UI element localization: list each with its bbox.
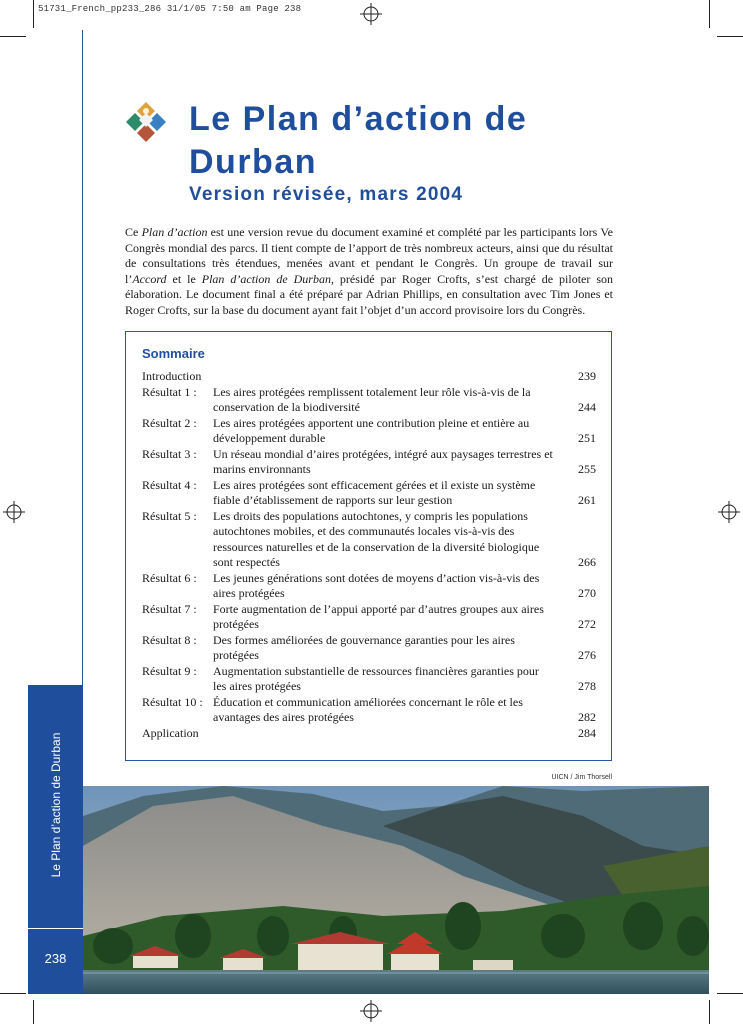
margin-rule [82, 30, 83, 685]
toc-entry: Résultat 9 : Augmentation substantielle de ressources financières garanties pour les aires protégées 278 [142, 663, 596, 693]
toc-page-number: 244 [578, 400, 596, 414]
registration-mark-icon [718, 501, 740, 523]
toc-entry: Résultat 10 : Éducation et communication améliorées concernant le rôle et les avantages des aires protégées 282 [142, 694, 596, 724]
crop-mark [717, 993, 743, 994]
toc-prefix: Résultat 10 : [142, 694, 203, 709]
toc-page-number: 270 [578, 586, 596, 600]
toc-prefix: Résultat 6 : [142, 570, 197, 585]
toc-heading: Sommaire [142, 346, 205, 361]
registration-mark-icon [3, 501, 25, 523]
crop-mark [709, 1000, 710, 1024]
crop-mark [33, 1000, 34, 1024]
toc-page-number: 276 [578, 648, 596, 662]
toc-prefix: Résultat 7 : [142, 601, 197, 616]
crop-mark [0, 993, 26, 994]
toc-prefix: Résultat 1 : [142, 384, 197, 399]
toc-page-number: 284 [578, 725, 596, 740]
toc-page-number: 255 [578, 462, 596, 476]
toc-entry: Introduction 239 [142, 369, 596, 383]
page-title: Le Plan d’action de Durban [189, 100, 528, 181]
toc-prefix: Résultat 2 : [142, 415, 197, 430]
table-of-contents [125, 331, 612, 761]
toc-entry: Résultat 1 : Les aires protégées remplissent totalement leur rôle vis-à-vis de la conservation de la biodiversité 244 [142, 384, 596, 414]
landscape-photo [83, 786, 709, 994]
toc-page-number: 266 [578, 555, 596, 569]
toc-prefix: Résultat 9 : [142, 663, 197, 678]
page-subtitle: Version révisée, mars 2004 [189, 184, 464, 205]
toc-entry: Résultat 4 : Les aires protégées sont efficacement gérées et il existe un système fiable d’établissement de rapports sur leur gestion 261 [142, 477, 596, 507]
toc-page-number: 272 [578, 617, 596, 631]
congress-logo-icon [122, 100, 170, 144]
toc-entry: Application 284 [142, 725, 596, 740]
toc-prefix: Résultat 4 : [142, 477, 197, 492]
sidebar-section-label: Le Plan d’action de Durban [48, 732, 63, 878]
toc-entry: Résultat 5 : Les droits des populations autochtones, y compris les populations autochtones mobiles, et des communautés locales vis-à-vis des ressources naturelles et de la conservation de la diversité biologique sont respectés 266 [142, 508, 596, 569]
page-number: 238 [44, 951, 67, 966]
toc-list [142, 369, 596, 741]
sidebar-divider [28, 928, 83, 929]
section-sidebar [28, 685, 83, 994]
registration-mark-icon [360, 3, 382, 25]
registration-mark-icon [360, 1000, 382, 1022]
crop-mark [0, 36, 26, 37]
toc-page-number: 278 [578, 679, 596, 693]
toc-page-number: 239 [578, 369, 596, 383]
toc-entry: Résultat 3 : Un réseau mondial d’aires protégées, intégré aux paysages terrestres et marins environnants 255 [142, 446, 596, 476]
toc-entry: Résultat 7 : Forte augmentation de l’appui apporté par d’autres groupes aux aires protégées 272 [142, 601, 596, 631]
printer-slug: 51731_French_pp233_286 31/1/05 7:50 am Page 238 [38, 4, 302, 14]
intro-paragraph: Ce Plan d’action est une version revue du document examiné et complété par les participants lors Ve Congrès mondial des parcs. Il tient compte de l’apport de très nombreux acteurs, ainsi que du résultat de consultations très étendues, menées avant et pendant le Congrès. Un groupe de travail sur l’Accord et le Plan d’action de Durban, présidé par Roger Crofts, s’est chargé de piloter son élaboration. Le document final a été préparé par Adrian Phillips, en consultation avec Tim Jones et Roger Crofts, sur la base du document ayant fait l’objet d’un accord provisoire lors du Congrès. [125, 225, 613, 317]
crop-mark [33, 0, 34, 28]
crop-mark [709, 0, 710, 28]
toc-page-number: 282 [578, 710, 596, 724]
crop-mark [717, 36, 743, 37]
toc-page-number: 261 [578, 493, 596, 507]
toc-entry: Résultat 8 : Des formes améliorées de gouvernance garanties pour les aires protégées 276 [142, 632, 596, 662]
toc-prefix: Résultat 8 : [142, 632, 197, 647]
toc-page-number: 251 [578, 431, 596, 445]
toc-prefix: Résultat 5 : [142, 508, 197, 523]
photo-credit: UICN / Jim Thorsell [551, 774, 612, 781]
toc-prefix: Résultat 3 : [142, 446, 197, 461]
toc-entry: Résultat 2 : Les aires protégées apportent une contribution pleine et entière au développement durable 251 [142, 415, 596, 445]
toc-entry: Résultat 6 : Les jeunes générations sont dotées de moyens d’action vis-à-vis des aires protégées 270 [142, 570, 596, 600]
